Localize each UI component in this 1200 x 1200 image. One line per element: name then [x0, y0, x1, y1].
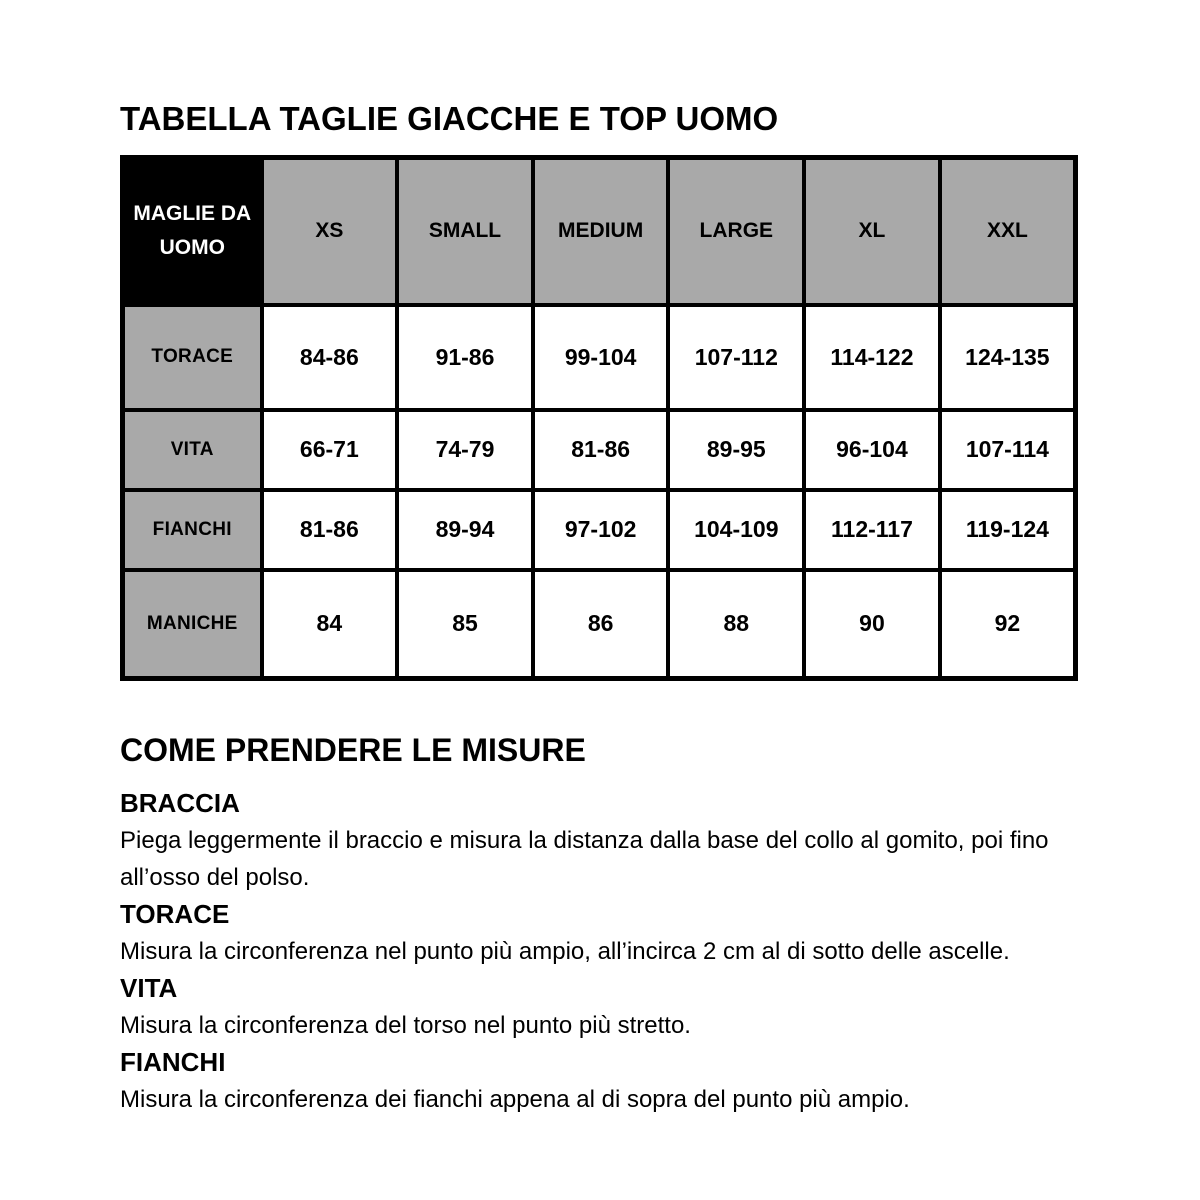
- table-corner-header: MAGLIE DA UOMO: [123, 158, 262, 305]
- column-header-large: LARGE: [668, 158, 804, 305]
- cell-fianchi-medium: 97-102: [533, 490, 669, 570]
- instructions-sections: [120, 785, 1080, 1118]
- row-label-fianchi: FIANCHI: [123, 490, 262, 570]
- section-text-torace: Misura la circonferenza nel punto più ampio, all’incirca 2 cm al di sotto delle ascelle.: [120, 938, 1010, 965]
- row-label-vita: VITA: [123, 410, 262, 490]
- row-label-maniche: MANICHE: [123, 570, 262, 679]
- row-label-torace: TORACE: [123, 305, 262, 410]
- section-text-braccia: Piega leggermente il braccio e misura la distanza dalla base del collo al gomito, poi fino all’osso del polso.: [120, 827, 1049, 891]
- cell-torace-xs: 84-86: [262, 305, 398, 410]
- cell-maniche-xs: 84: [262, 570, 398, 679]
- column-header-medium: MEDIUM: [533, 158, 669, 305]
- cell-vita-xl: 96-104: [804, 410, 940, 490]
- section-braccia: [120, 785, 1080, 896]
- cell-torace-medium: 99-104: [533, 305, 669, 410]
- table-row-fianchi: [123, 490, 1076, 570]
- cell-fianchi-small: 89-94: [397, 490, 533, 570]
- cell-torace-xl: 114-122: [804, 305, 940, 410]
- column-header-small: SMALL: [397, 158, 533, 305]
- cell-fianchi-large: 104-109: [668, 490, 804, 570]
- cell-vita-large: 89-95: [668, 410, 804, 490]
- cell-fianchi-xs: 81-86: [262, 490, 398, 570]
- column-header-xs: XS: [262, 158, 398, 305]
- cell-maniche-large: 88: [668, 570, 804, 679]
- column-header-xxl: XXL: [940, 158, 1076, 305]
- cell-fianchi-xl: 112-117: [804, 490, 940, 570]
- section-torace: [120, 896, 1080, 970]
- cell-fianchi-xxl: 119-124: [940, 490, 1076, 570]
- section-text-vita: Misura la circonferenza del torso nel punto più stretto.: [120, 1012, 691, 1039]
- section-title-vita: VITA: [120, 973, 178, 1003]
- section-title-torace: TORACE: [120, 899, 230, 929]
- cell-vita-xs: 66-71: [262, 410, 398, 490]
- table-row-maniche: [123, 570, 1076, 679]
- cell-torace-xxl: 124-135: [940, 305, 1076, 410]
- cell-maniche-small: 85: [397, 570, 533, 679]
- section-fianchi: [120, 1044, 1080, 1118]
- cell-maniche-medium: 86: [533, 570, 669, 679]
- column-header-xl: XL: [804, 158, 940, 305]
- cell-maniche-xxl: 92: [940, 570, 1076, 679]
- cell-vita-medium: 81-86: [533, 410, 669, 490]
- cell-torace-large: 107-112: [668, 305, 804, 410]
- section-title-braccia: BRACCIA: [120, 788, 240, 818]
- cell-maniche-xl: 90: [804, 570, 940, 679]
- cell-vita-small: 74-79: [397, 410, 533, 490]
- section-text-fianchi: Misura la circonferenza dei fianchi appena al di sopra del punto più ampio.: [120, 1086, 910, 1113]
- instructions-heading: COME PRENDERE LE MISURE: [120, 732, 586, 768]
- table-row-torace: [123, 305, 1076, 410]
- cell-torace-small: 91-86: [397, 305, 533, 410]
- page-title: TABELLA TAGLIE GIACCHE E TOP UOMO: [120, 100, 779, 137]
- cell-vita-xxl: 107-114: [940, 410, 1076, 490]
- table-header-row: [123, 158, 1076, 305]
- section-vita: [120, 970, 1080, 1044]
- table-row-vita: [123, 410, 1076, 490]
- size-table: [120, 155, 1078, 681]
- section-title-fianchi: FIANCHI: [120, 1047, 226, 1077]
